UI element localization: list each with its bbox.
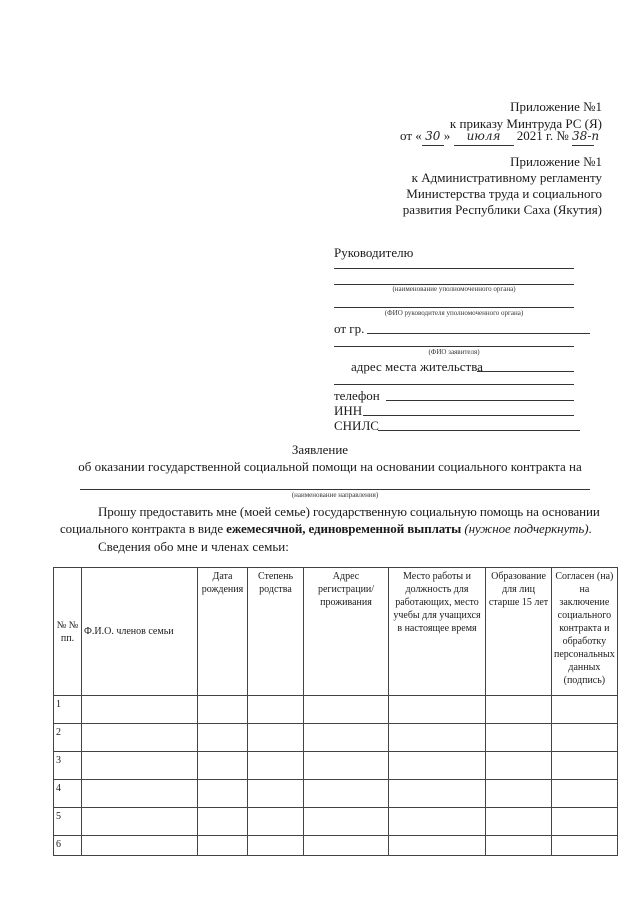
cell-name[interactable] — [82, 808, 198, 836]
appendix-title: Приложение №1 — [510, 99, 602, 114]
request-paragraph-line-1: Прошу предоставить мне (моей семье) государственную социальную помощь на основании — [98, 504, 600, 519]
inn-label: ИНН — [334, 403, 363, 418]
cell-birthdate[interactable] — [198, 836, 248, 856]
col-birthdate-header: Дата рождения — [198, 568, 248, 696]
cell-consent[interactable] — [552, 752, 618, 780]
cell-relation[interactable] — [248, 752, 304, 780]
cell-relation[interactable] — [248, 836, 304, 856]
org-caption: (наименование уполномоченного органа) — [392, 285, 516, 293]
cell-name[interactable] — [82, 696, 198, 724]
row-number: 4 — [54, 780, 82, 808]
phone-label: телефон — [334, 388, 380, 403]
cell-name[interactable] — [82, 752, 198, 780]
cell-work[interactable] — [389, 808, 486, 836]
table-header-row — [54, 568, 618, 696]
cell-work[interactable] — [389, 724, 486, 752]
cell-work[interactable] — [389, 780, 486, 808]
cell-relation[interactable] — [248, 724, 304, 752]
cell-address[interactable] — [304, 808, 389, 836]
cell-name[interactable] — [82, 836, 198, 856]
request-text: социального контракта в виде — [60, 521, 227, 536]
cell-name[interactable] — [82, 780, 198, 808]
table-row — [54, 752, 618, 780]
cell-relation[interactable] — [248, 780, 304, 808]
date-mid: » — [443, 128, 451, 143]
regulation-line-3: развития Республики Саха (Якутия) — [402, 202, 602, 217]
cell-address[interactable] — [304, 780, 389, 808]
col-address-header: Адрес регистрации/ проживания — [304, 568, 389, 696]
row-number: 2 — [54, 724, 82, 752]
cell-consent[interactable] — [552, 696, 618, 724]
table-row — [54, 724, 618, 752]
applicant-line-2 — [334, 346, 574, 347]
inn-line — [363, 415, 574, 416]
cell-address[interactable] — [304, 696, 389, 724]
col-relation-header: Степень родства — [248, 568, 304, 696]
cell-name[interactable] — [82, 724, 198, 752]
cell-relation[interactable] — [248, 808, 304, 836]
row-number: 3 — [54, 752, 82, 780]
cell-relation[interactable] — [248, 696, 304, 724]
date-month: июля — [454, 128, 514, 146]
col-work-header: Место работы и должность для работающих, место учебы для учащихся в настоящее время — [389, 568, 486, 696]
row-number: 1 — [54, 696, 82, 724]
order-number: 38-п — [572, 128, 594, 146]
appendix-date-line — [400, 127, 610, 146]
from-label: от гр. — [334, 321, 365, 336]
address-line-2 — [334, 384, 574, 385]
cell-birthdate[interactable] — [198, 808, 248, 836]
regulation-title: Приложение №1 — [510, 154, 602, 169]
cell-consent[interactable] — [552, 724, 618, 752]
date-prefix: от « — [400, 128, 422, 143]
cell-consent[interactable] — [552, 836, 618, 856]
table-row — [54, 836, 618, 856]
cell-birthdate[interactable] — [198, 696, 248, 724]
col-number-header: № № пп. — [54, 568, 82, 696]
col-name-header: Ф.И.О. членов семьи — [82, 568, 198, 696]
table-row — [54, 808, 618, 836]
to-head-label: Руководителю — [334, 245, 414, 260]
cell-education[interactable] — [486, 724, 552, 752]
address-line-1 — [477, 371, 574, 372]
cell-address[interactable] — [304, 752, 389, 780]
snils-label: СНИЛС — [334, 418, 379, 433]
applicant-line-1 — [367, 333, 590, 334]
regulation-line-1: к Административному регламенту — [411, 170, 602, 185]
date-day: 30 — [422, 128, 444, 146]
cell-education[interactable] — [486, 696, 552, 724]
head-caption: (ФИО руководителя уполномоченного органа) — [384, 309, 524, 317]
appendix-order: к приказу Минтруда РС (Я) — [449, 116, 602, 131]
org-line-1 — [334, 268, 574, 269]
statement-subtitle: об оказании государственной социальной помощи на основании социального контракта на — [78, 459, 582, 474]
payment-type: ежемесячной, единовременной выплаты — [226, 521, 462, 536]
cell-work[interactable] — [389, 752, 486, 780]
direction-caption: (наименование направления) — [291, 491, 379, 499]
row-number: 5 — [54, 808, 82, 836]
statement-title: Заявление — [291, 442, 349, 457]
table-row — [54, 780, 618, 808]
cell-work[interactable] — [389, 836, 486, 856]
snils-line — [378, 430, 580, 431]
request-paragraph-line-2 — [60, 520, 592, 537]
cell-consent[interactable] — [552, 780, 618, 808]
underline-hint: (нужное подчеркнуть) — [461, 521, 589, 536]
table-row — [54, 696, 618, 724]
cell-birthdate[interactable] — [198, 752, 248, 780]
cell-birthdate[interactable] — [198, 780, 248, 808]
address-label: адрес места жительства — [351, 359, 483, 374]
phone-line — [386, 400, 574, 401]
family-info-label: Сведения обо мне и членах семьи: — [98, 539, 289, 554]
col-consent-header: Согласен (на) на заключение социального контракта и обработку персональных данных (подпись) — [552, 568, 618, 696]
cell-education[interactable] — [486, 836, 552, 856]
cell-education[interactable] — [486, 752, 552, 780]
col-education-header: Образование для лиц старше 15 лет — [486, 568, 552, 696]
cell-address[interactable] — [304, 836, 389, 856]
applicant-caption: (ФИО заявителя) — [428, 348, 480, 356]
cell-education[interactable] — [486, 780, 552, 808]
date-year: 2021 г. № — [516, 128, 569, 143]
regulation-line-2: Министерства труда и социального — [406, 186, 602, 201]
head-line — [334, 307, 574, 308]
cell-address[interactable] — [304, 724, 389, 752]
family-table — [53, 567, 618, 856]
row-number: 6 — [54, 836, 82, 856]
cell-education[interactable] — [486, 808, 552, 836]
cell-consent[interactable] — [552, 808, 618, 836]
cell-birthdate[interactable] — [198, 724, 248, 752]
direction-line — [80, 489, 590, 490]
request-end: . — [588, 521, 592, 536]
cell-work[interactable] — [389, 696, 486, 724]
